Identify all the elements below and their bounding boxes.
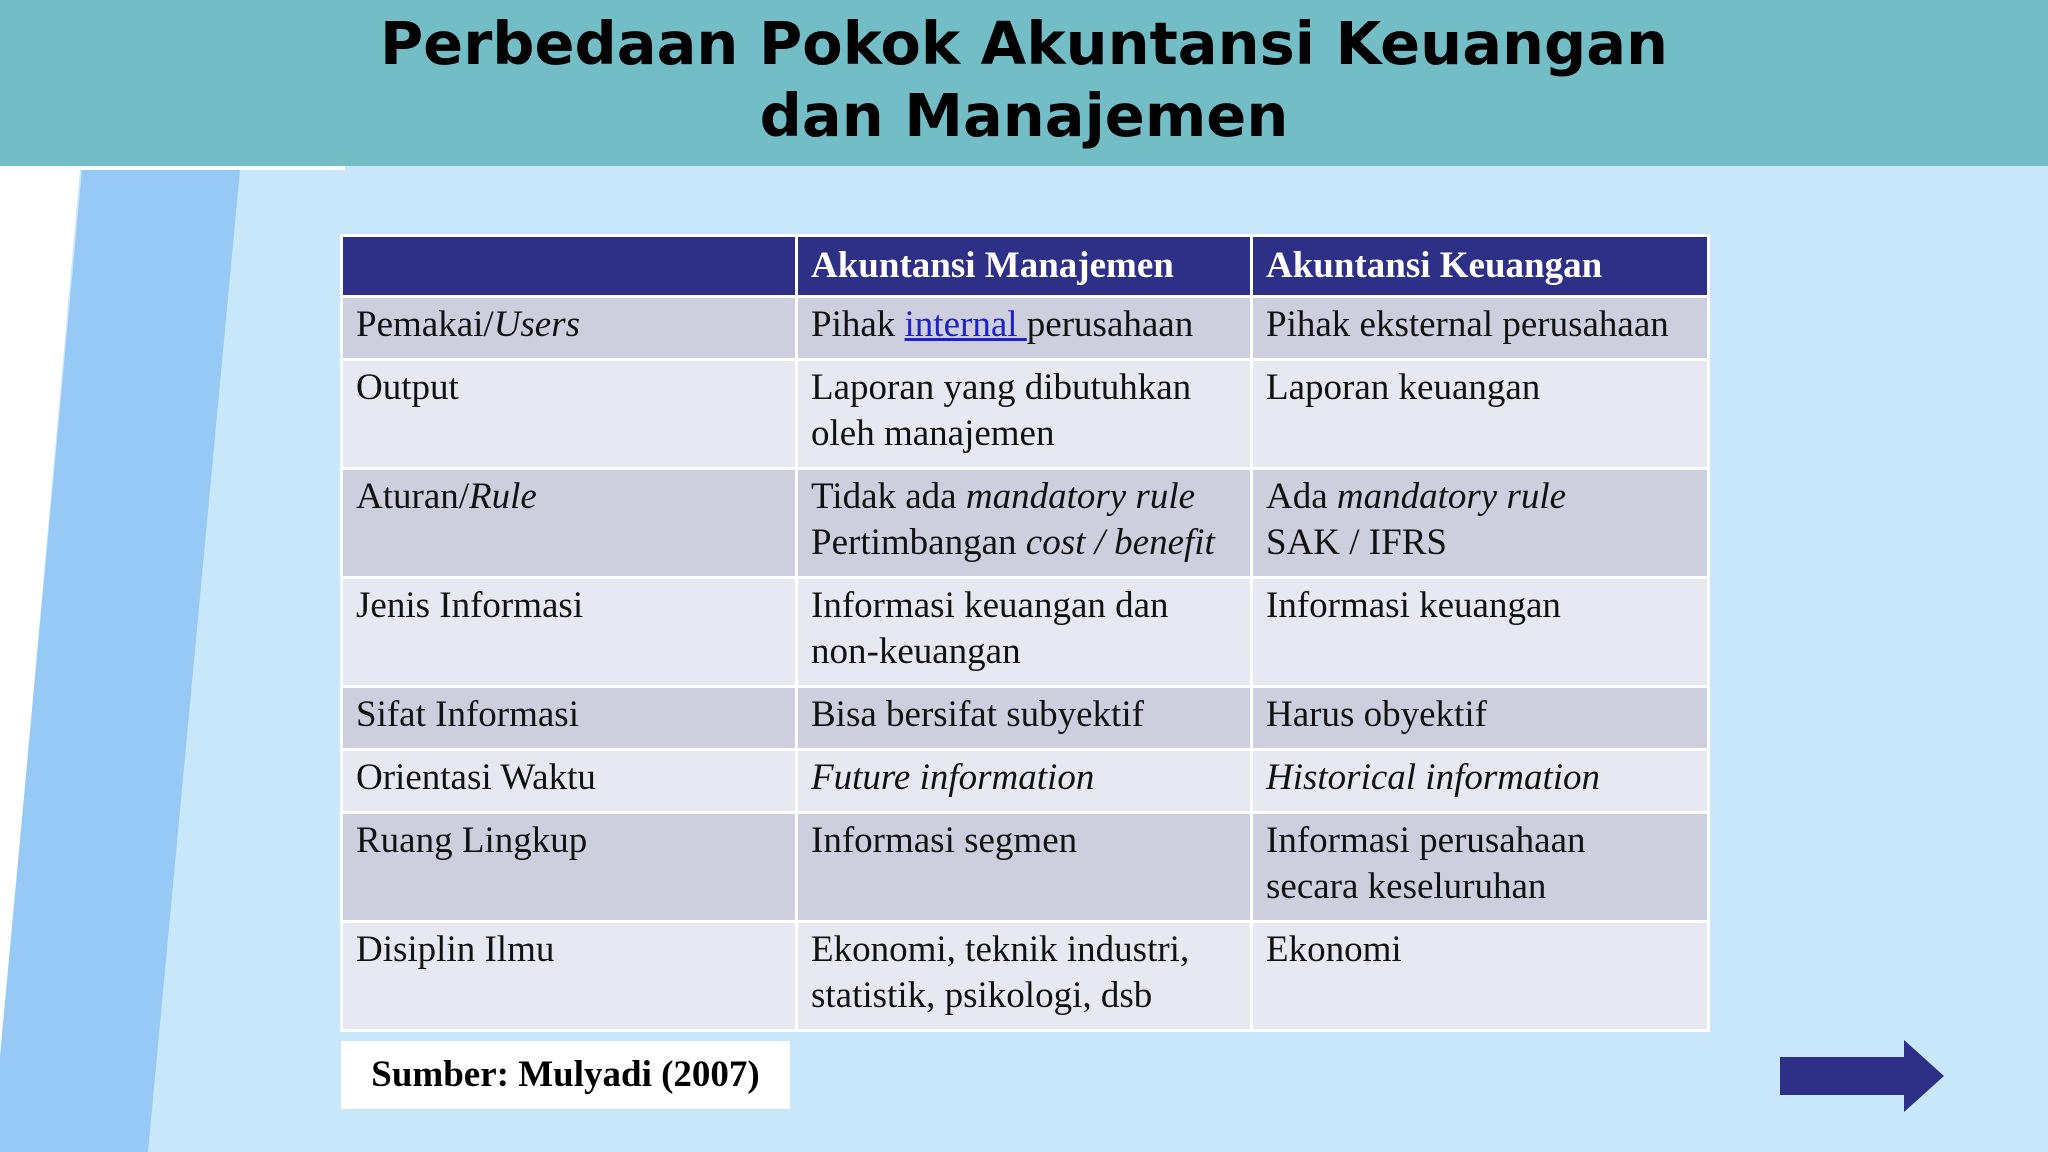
keuangan-cell [1252, 469, 1709, 578]
cell-italic: Historical information [1266, 757, 1601, 798]
cell-italic: mandatory rule [1336, 476, 1567, 517]
cell-line-2: statistik, psikologi, dsb [811, 975, 1153, 1016]
keuangan-cell [1252, 750, 1709, 813]
cell-text: Ada [1266, 476, 1337, 517]
table-row [342, 687, 1709, 750]
table-row [342, 360, 1709, 469]
row-label: Sifat Informasi [342, 687, 797, 750]
row-label: Disiplin Ilmu [342, 922, 797, 1031]
keuangan-cell: Ekonomi [1252, 922, 1709, 1031]
row-label: Output [342, 360, 797, 469]
row-label-italic: Rule [469, 476, 537, 517]
cell-line-2: secara keseluruhan [1266, 866, 1547, 907]
manajemen-cell [797, 922, 1252, 1031]
slide-title-line-2: dan Manajemen [759, 81, 1289, 150]
slide-title-line-1: Perbedaan Pokok Akuntansi Keuangan [379, 9, 1669, 78]
cell-text: Pertimbangan [811, 522, 1026, 563]
cell-line-2: SAK / IFRS [1266, 522, 1447, 563]
keuangan-cell: Harus obyektif [1252, 687, 1709, 750]
cell-italic: cost / benefit [1025, 522, 1215, 563]
cell-line-2: oleh manajemen [811, 413, 1055, 454]
cell-line-1: Informasi perusahaan [1266, 820, 1586, 861]
manajemen-cell [797, 297, 1252, 360]
header-akuntansi-keuangan: Akuntansi Keuangan [1252, 236, 1709, 297]
row-label: Orientasi Waktu [342, 750, 797, 813]
next-arrow-shape[interactable] [1780, 1040, 1944, 1112]
table-row [342, 578, 1709, 687]
keuangan-cell: Informasi keuangan [1252, 578, 1709, 687]
keuangan-cell: Pihak eksternal perusahaan [1252, 297, 1709, 360]
manajemen-cell [797, 750, 1252, 813]
table-header-row [342, 236, 1709, 297]
manajemen-cell: Bisa bersifat subyektif [797, 687, 1252, 750]
right-arrow-icon[interactable] [1780, 1040, 1944, 1112]
row-label: Ruang Lingkup [342, 813, 797, 922]
source-citation: Sumber: Mulyadi (2007) [341, 1041, 790, 1109]
cell-text: Pihak [811, 304, 905, 345]
cell-line-1: Ekonomi, teknik industri, [811, 929, 1190, 970]
table-row [342, 922, 1709, 1031]
manajemen-cell [797, 360, 1252, 469]
header-akuntansi-manajemen: Akuntansi Manajemen [797, 236, 1252, 297]
cell-italic: mandatory rule [965, 476, 1196, 517]
keuangan-cell: Laporan keuangan [1252, 360, 1709, 469]
comparison-table [340, 234, 1710, 1032]
cell-line-1: Informasi keuangan dan [811, 585, 1169, 626]
row-label-text: Pemakai/ [356, 304, 494, 345]
cell-italic: Future information [811, 757, 1095, 798]
manajemen-cell [797, 469, 1252, 578]
cell-text: Tidak ada [811, 476, 966, 517]
table-row [342, 813, 1709, 922]
table-row [342, 469, 1709, 578]
row-label-italic: Users [493, 304, 581, 345]
cell-line-2: non-keuangan [811, 631, 1021, 672]
manajemen-cell [797, 578, 1252, 687]
header-cell-empty [342, 236, 797, 297]
manajemen-cell: Informasi segmen [797, 813, 1252, 922]
cell-line-1: Laporan yang dibutuhkan [811, 367, 1192, 408]
slide-title [0, 8, 2048, 152]
row-label [342, 469, 797, 578]
table-row [342, 297, 1709, 360]
row-label: Jenis Informasi [342, 578, 797, 687]
row-label-text: Aturan/ [356, 476, 470, 517]
cell-text: perusahaan [1026, 304, 1194, 345]
row-label [342, 297, 797, 360]
keuangan-cell [1252, 813, 1709, 922]
internal-link[interactable]: internal [904, 304, 1027, 345]
table-row [342, 750, 1709, 813]
